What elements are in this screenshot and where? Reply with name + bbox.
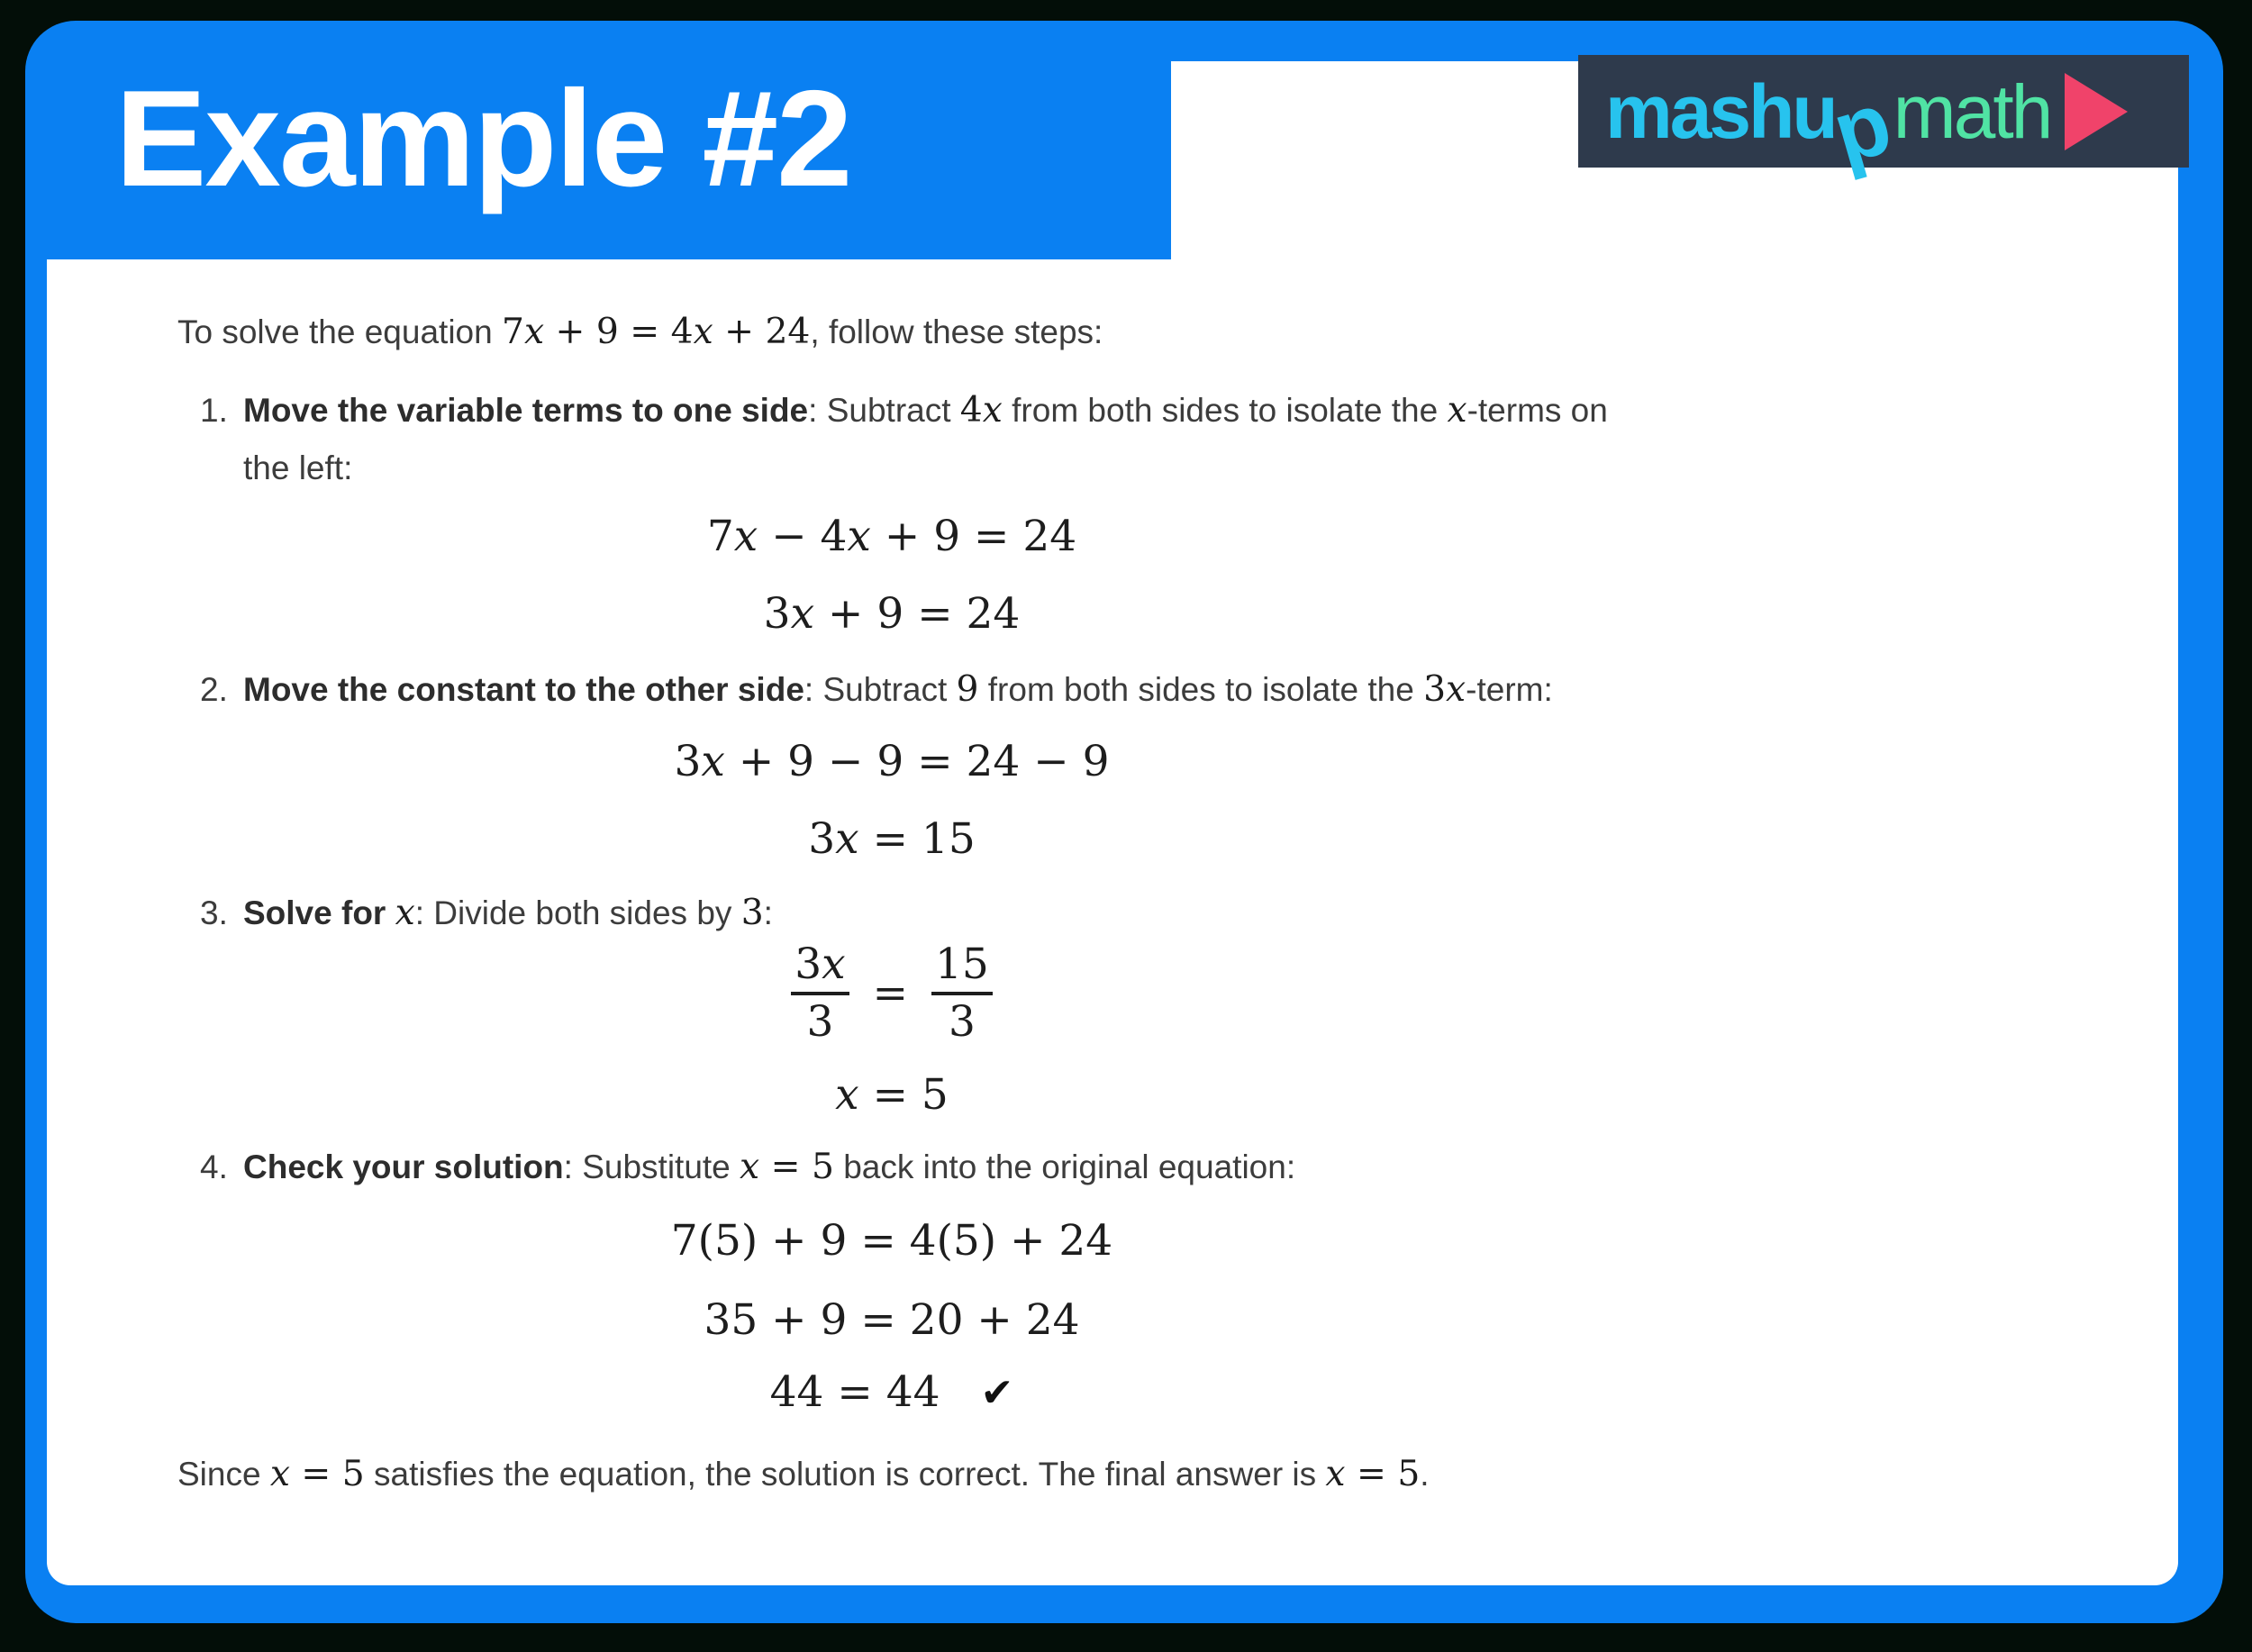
step-text: Solve for x: Divide both sides by 3: bbox=[243, 893, 773, 933]
logo-text-mashu: mashu bbox=[1605, 68, 1836, 154]
equation: 44 = 44 bbox=[769, 1367, 940, 1417]
step-item-1 bbox=[200, 382, 1632, 497]
equation-fraction bbox=[177, 940, 1606, 1047]
step-text: Move the constant to the other side: Subtract 9 from both sides to isolate the 3x-term: bbox=[243, 669, 1553, 710]
equals-sign: = bbox=[872, 968, 908, 1018]
logo-text-p: p bbox=[1821, 71, 1902, 182]
intro-text: To solve the equation 7x + 9 = 4x + 24, follow these steps: bbox=[177, 312, 1103, 352]
equation: 7(5) + 9 = 4(5) + 24 bbox=[670, 1216, 1113, 1266]
step-number: 4. bbox=[200, 1148, 228, 1185]
step-text: Check your solution: Substitute x = 5 back into the original equation: bbox=[243, 1147, 1296, 1187]
fraction-left bbox=[791, 940, 849, 1047]
step-number: 3. bbox=[200, 894, 228, 931]
mashupmath-logo bbox=[1578, 55, 2189, 182]
step-number: 2. bbox=[200, 671, 228, 708]
step-item-4 bbox=[200, 1139, 1632, 1196]
equation: 3x + 9 − 9 = 24 − 9 bbox=[674, 737, 1110, 786]
conclusion-text: Since x = 5 satisfies the equation, the solution is correct. The final answer is x = 5. bbox=[177, 1454, 1430, 1494]
fraction-numerator: 3x bbox=[795, 939, 846, 989]
equation-result: x = 5 bbox=[835, 1070, 949, 1120]
step-number: 1. bbox=[200, 392, 228, 429]
content-sheet bbox=[47, 61, 2178, 1585]
check-mark-icon: ✔ bbox=[980, 1370, 1014, 1416]
fraction-bar bbox=[791, 992, 849, 995]
fraction-bar bbox=[931, 992, 993, 995]
play-icon bbox=[2065, 73, 2128, 150]
fraction-right bbox=[931, 940, 993, 1047]
logo-text-math: math bbox=[1893, 68, 2051, 154]
fraction-numerator: 15 bbox=[935, 939, 989, 989]
fraction-denominator: 3 bbox=[806, 997, 834, 1047]
equation-check bbox=[177, 1367, 1606, 1419]
equation: 3x + 9 = 24 bbox=[763, 589, 1021, 639]
step-text: Move the variable terms to one side: Subtract 4x from both sides to isolate the x-terms on the left: bbox=[243, 390, 1608, 486]
step-item-3 bbox=[200, 885, 1632, 942]
equation: 7x − 4x + 9 = 24 bbox=[706, 512, 1077, 561]
step-item-2 bbox=[200, 661, 1632, 719]
fraction-denominator: 3 bbox=[948, 997, 976, 1047]
equation: 35 + 9 = 20 + 24 bbox=[704, 1295, 1080, 1345]
equation: 3x = 15 bbox=[808, 814, 976, 864]
page-title: Example #2 bbox=[115, 62, 851, 215]
